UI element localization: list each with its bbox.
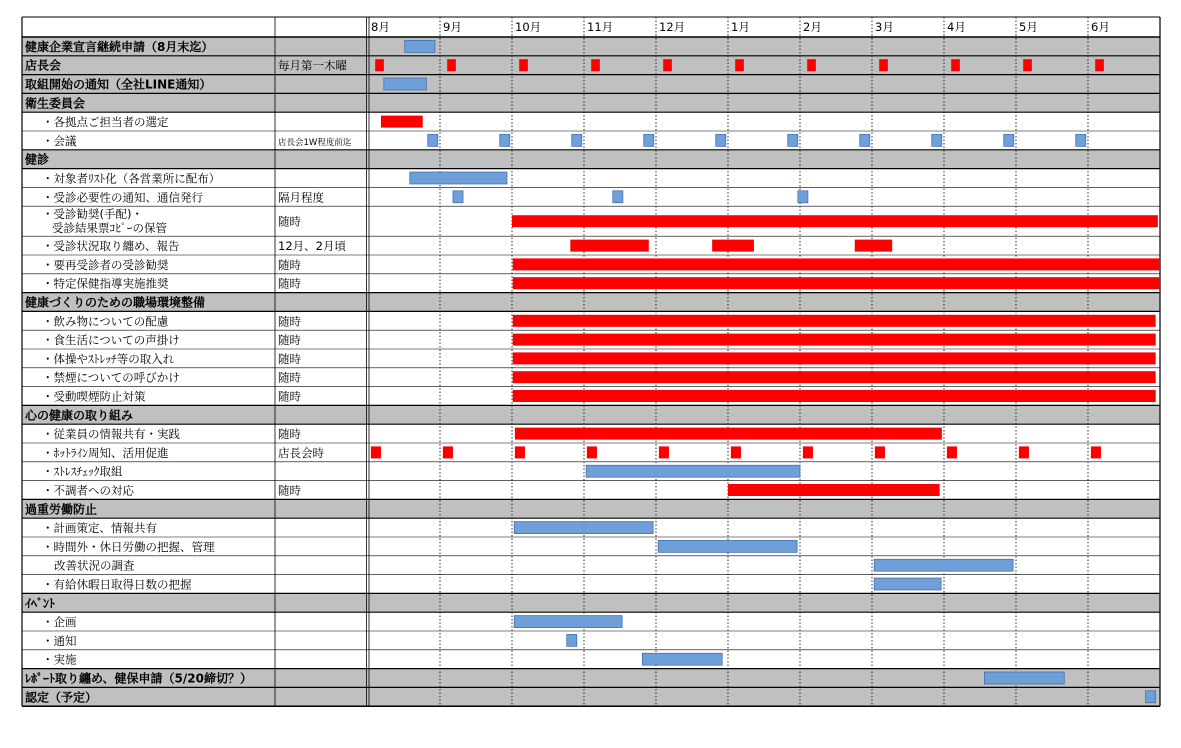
month-label: 12月 (659, 20, 686, 34)
row-label: ・企画 (42, 615, 77, 630)
section-row-bg (22, 593, 1160, 612)
task-bar (1091, 446, 1101, 458)
task-bar (453, 191, 463, 203)
row-label: ・会議 (42, 133, 77, 148)
row-label: ﾚﾎﾟｰﾄ取り纏め、健保申請（5/20締切？） (25, 671, 252, 686)
task-bar (735, 59, 744, 71)
task-bar (874, 559, 1013, 571)
row-label: ・実施 (42, 652, 77, 667)
task-bar (951, 59, 960, 71)
row-label: 認定（予定） (25, 690, 98, 705)
task-bar (500, 134, 510, 146)
task-bar (515, 446, 525, 458)
row-note: 随時 (278, 257, 301, 272)
row-label: ・体操やｽﾄﾚｯﾁ等の取入れ (42, 351, 175, 366)
row-note: 店長会1W程度前迄 (278, 137, 352, 148)
task-bar (932, 134, 942, 146)
task-bar (728, 484, 940, 496)
row-note: 随時 (278, 214, 301, 229)
month-label: 1月 (731, 20, 750, 34)
section-row-bg (22, 93, 1160, 112)
month-label: 10月 (515, 20, 542, 34)
task-bar (514, 522, 653, 534)
row-note: 随時 (278, 276, 301, 291)
row-label: ・要再受診者の受診勧奨 (42, 257, 169, 272)
task-bar (514, 616, 622, 628)
task-bar (428, 134, 438, 146)
section-row-bg (22, 687, 1160, 706)
row-label: ・ｽﾄﾚｽﾁｪｯｸ取組 (42, 464, 123, 479)
row-label: ｲﾍﾞﾝﾄ (25, 596, 56, 611)
task-bar (875, 446, 885, 458)
row-label: 過重労働防止 (25, 502, 98, 517)
row-label: 店長会 (25, 58, 62, 73)
task-bar (879, 59, 888, 71)
month-label: 4月 (947, 20, 966, 34)
row-label: 改善状況の調査 (54, 558, 135, 573)
row-label: ・受診必要性の通知、通信発行 (42, 190, 203, 205)
row-note: 随時 (278, 351, 301, 366)
section-row-bg (22, 150, 1160, 169)
row-label: ・飲み物についての配慮 (42, 314, 169, 329)
task-bar (567, 634, 577, 646)
task-bar (659, 446, 669, 458)
task-bar (947, 446, 957, 458)
task-bar (513, 352, 1156, 364)
task-bar (513, 390, 1156, 402)
section-row-bg (22, 499, 1160, 518)
task-bar (513, 258, 1160, 270)
row-label: ・各拠点ご担当者の選定 (42, 115, 169, 130)
task-bar (410, 172, 507, 184)
row-label: ・特定保健指導実施推奨 (42, 276, 169, 291)
task-bar (1019, 446, 1029, 458)
task-bar (570, 240, 648, 252)
task-bar (1146, 691, 1156, 703)
task-bar (788, 134, 798, 146)
month-label: 11月 (587, 20, 614, 34)
task-bar (405, 40, 435, 52)
task-bar (1004, 134, 1014, 146)
task-bar (371, 446, 381, 458)
row-label (42, 207, 167, 235)
task-bar (512, 215, 1158, 227)
task-bar (874, 578, 941, 590)
row-label: ・対象者ﾘｽﾄ化（各営業所に配布） (42, 171, 221, 186)
month-label: 5月 (1019, 20, 1038, 34)
task-bar (860, 134, 870, 146)
row-label: ・時間外・休日労働の把握、管理 (42, 539, 215, 554)
row-label: ・計画策定、情報共有 (42, 521, 157, 536)
month-label: 6月 (1091, 20, 1110, 34)
row-label: ・通知 (42, 633, 77, 648)
task-bar (586, 465, 800, 477)
task-bar (663, 59, 672, 71)
row-note: 随時 (278, 427, 301, 442)
row-label: ・不調者への対応 (42, 483, 134, 498)
task-bar (984, 672, 1064, 684)
row-label: ・禁煙についての呼びかけ (42, 370, 180, 385)
task-bar (587, 446, 597, 458)
task-bar (443, 446, 453, 458)
task-bar (731, 446, 741, 458)
row-label: ・ﾎｯﾄﾗｲﾝ周知、活用促進 (42, 445, 169, 460)
task-bar (384, 78, 426, 90)
row-label: 健診 (25, 152, 50, 167)
row-note: 随時 (278, 370, 301, 385)
month-label: 2月 (803, 20, 822, 34)
task-bar (591, 59, 600, 71)
row-label: ・有給休暇日取得日数の把握 (42, 577, 192, 592)
task-bar (513, 277, 1160, 289)
row-label: ・受診状況取り纏め、報告 (42, 239, 180, 254)
task-bar (716, 134, 726, 146)
task-bar (513, 334, 1156, 346)
row-note: 随時 (278, 314, 301, 329)
task-bar (375, 59, 384, 71)
month-label: 8月 (371, 20, 390, 34)
task-bar (515, 428, 942, 440)
row-note: 店長会時 (278, 445, 324, 460)
task-bar (855, 240, 892, 252)
task-bar (658, 540, 797, 552)
task-bar (519, 59, 528, 71)
section-row-bg (22, 56, 1160, 75)
row-label: 心の健康の取り組み (25, 408, 134, 423)
task-bar (613, 191, 623, 203)
row-label: ・受動喫煙防止対策 (42, 389, 146, 404)
row-label: 健康企業宣言継続申請（8月末迄） (25, 39, 214, 54)
task-bar (447, 59, 456, 71)
row-note: 隔月程度 (278, 190, 324, 205)
row-label-line: ・受診勧奨(手配)・ (42, 207, 143, 222)
row-note: 随時 (278, 333, 301, 348)
task-bar (803, 446, 813, 458)
row-label: ・食生活についての声掛け (42, 333, 180, 348)
row-note: 毎月第一木曜 (278, 58, 347, 73)
task-bar (1076, 134, 1086, 146)
task-bar (798, 191, 808, 203)
row-label: 取組開始の通知（全社LINE通知） (25, 77, 212, 92)
row-label: ・従業員の情報共有・実践 (42, 427, 180, 442)
task-bar (1023, 59, 1032, 71)
task-bar (712, 240, 754, 252)
row-note: 随時 (278, 483, 301, 498)
row-note: 12月、2月頃 (278, 239, 346, 254)
task-bar (381, 116, 423, 128)
row-label: 健康づくりのための職場環境整備 (25, 295, 206, 310)
row-note: 随時 (278, 389, 301, 404)
month-label: 3月 (875, 20, 894, 34)
month-label: 9月 (443, 20, 462, 34)
task-bar (572, 134, 582, 146)
task-bar (807, 59, 816, 71)
row-label-line: 受診結果票ｺﾋﾟｰの保管 (52, 221, 167, 236)
section-row-bg (22, 405, 1160, 424)
task-bar (642, 653, 722, 665)
task-bar (644, 134, 654, 146)
row-label: 衛生委員会 (25, 96, 86, 111)
task-bar (1095, 59, 1104, 71)
task-bar (513, 371, 1156, 383)
task-bar (513, 315, 1156, 327)
